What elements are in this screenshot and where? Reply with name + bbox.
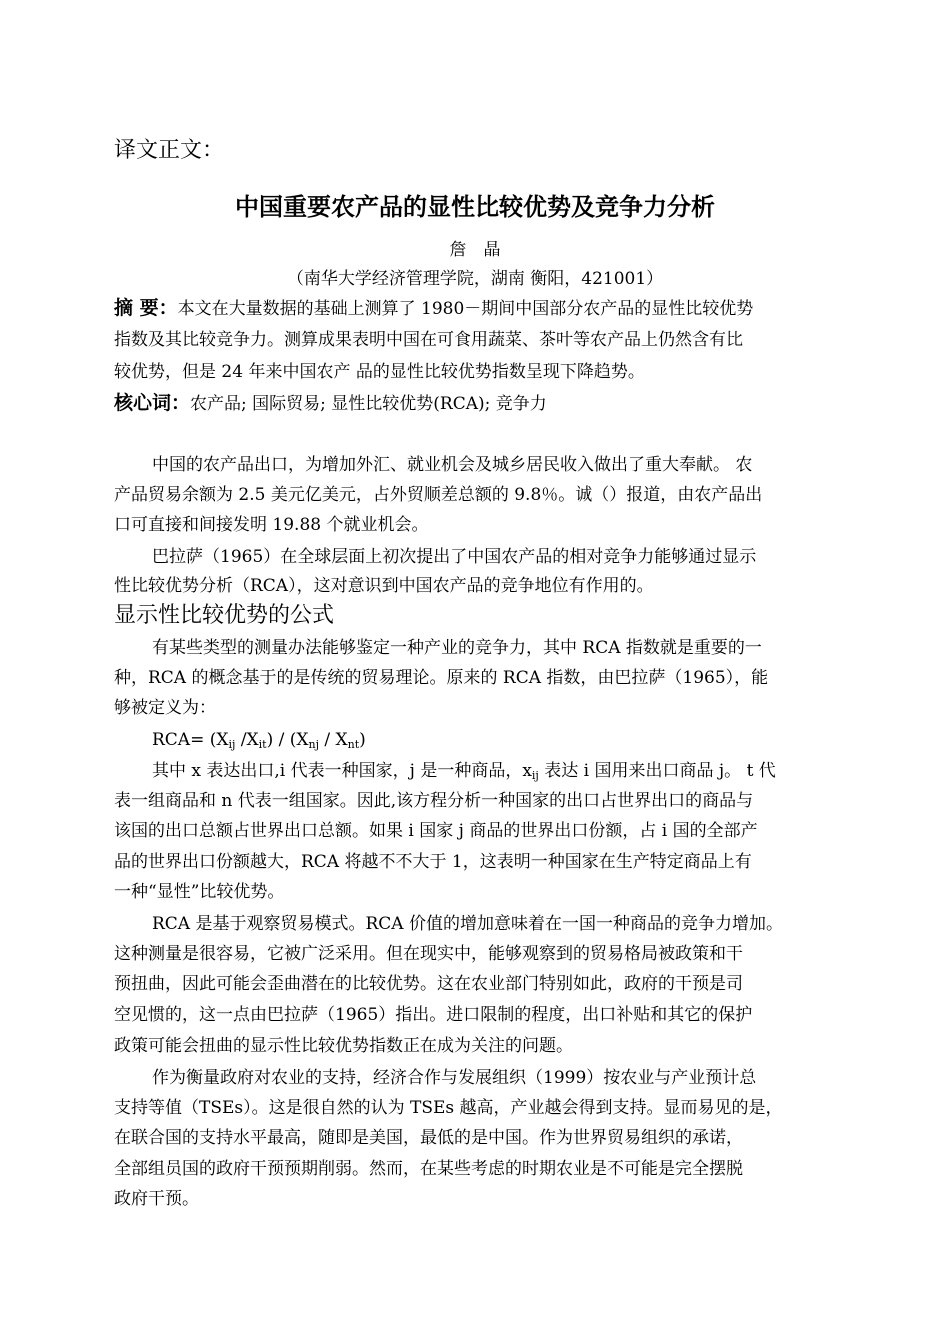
paragraph-line: 表一组商品和 n 代表一组国家。因此,该方程分析一种国家的出口占世界出口的商品与 — [114, 791, 754, 811]
affiliation: （南华大学经济管理学院，湖南 衡阳，421001） — [286, 269, 664, 289]
paragraph-line: 品的世界出口份额越大，RCA 将越不不大于 1，这表明一种国家在生产特定商品上有 — [114, 852, 752, 872]
abstract-line — [114, 297, 836, 320]
keywords-text: 农产品; 国际贸易; 显性比较优势(RCA); 竞争力 — [190, 394, 547, 414]
formula-text: ) — [359, 730, 366, 750]
abstract-text: 本文在大量数据的基础上测算了 1980－期间中国部分农产品的显性比较优势 — [177, 299, 754, 319]
keywords-label: 核心词： — [114, 392, 191, 414]
abstract-line: 指数及其比较竞争力。测算成果表明中国在可食用蔬菜、茶叶等农产品上仍然含有比 — [114, 330, 743, 350]
variable-subscript: ij — [531, 769, 539, 782]
section-heading: 显示性比较优势的公式 — [114, 603, 335, 628]
abstract-line: 较优势，但是 24 年来中国农产 品的显性比较优势指数呈现下降趋势。 — [114, 362, 645, 382]
keywords-line — [114, 392, 836, 415]
paragraph-line: 作为衡量政府对农业的支持，经济合作与发展组织（1999）按农业与产业预计总 — [152, 1068, 757, 1088]
abstract-label: 摘 要： — [114, 297, 178, 319]
formula-text: / X — [319, 730, 348, 750]
paragraph-line: 支持等值（TSEs）。这是很自然的认为 TSEs 越高，产业越会得到支持。显而易见的是， — [114, 1098, 783, 1118]
paragraph-line: 种，RCA 的概念基于的是传统的贸易理论。原来的 RCA 指数，由巴拉萨（1965），能 — [114, 668, 769, 688]
formula-text: ) / (X — [266, 730, 309, 750]
paragraph-line: 政府干预。 — [114, 1189, 199, 1209]
paragraph-line: 在联合国的支持水平最高，随即是美国，最低的是中国。作为世界贸易组织的承诺， — [114, 1128, 743, 1148]
paragraph-line: 巴拉萨（1965）在全球层面上初次提出了中国农产品的相对竞争力能够通过显示 — [152, 547, 757, 567]
paragraph-line: 全部组员国的政府干预预期削弱。然而，在某些考虑的时期农业是不可能是完全摆脱 — [114, 1159, 743, 1179]
paragraph-line: 预扭曲，因此可能会歪曲潜在的比较优势。这在农业部门特别如此，政府的干预是司 — [114, 974, 743, 994]
formula-subscript: ij — [228, 738, 236, 751]
paragraph-line: 这种测量是很容易，它被广泛采用。但在现实中，能够观察到的贸易格局被政策和干 — [114, 944, 743, 964]
paragraph-line: 该国的出口总额占世界出口总额。如果 i 国家 j 商品的世界出口份额，占 i 国的全部产 — [114, 821, 758, 841]
author: 詹 晶 — [449, 240, 501, 260]
paragraph-line: 中国的农产品出口，为增加外汇、就业机会及城乡居民收入做出了重大奉献。 农 — [152, 455, 753, 475]
paragraph-line — [152, 760, 836, 782]
formula-subscript: nt — [347, 738, 360, 751]
paragraph-line: 空见惯的，这一点由巴拉萨（1965）指出。进口限制的程度，出口补贴和其它的保护 — [114, 1005, 753, 1025]
formula-text: RCA= (X — [152, 730, 229, 750]
rca-formula — [152, 729, 836, 751]
paragraph-line: 有某些类型的测量办法能够鉴定一种产业的竞争力，其中 RCA 指数就是重要的一 — [152, 638, 762, 658]
paragraph-line: RCA 是基于观察贸易模式。RCA 价值的增加意味着在一国一种商品的竞争力增加。 — [152, 914, 783, 934]
paragraph-text: 其中 x 表达出口,i 代表一种国家，j 是一种商品，x — [152, 761, 532, 781]
paragraph-line: 一种“显性”比较优势。 — [114, 882, 285, 902]
paragraph-line: 性比较优势分析（RCA），这对意识到中国农产品的竞争地位有作用的。 — [114, 576, 654, 596]
document-heading: 译文正文： — [114, 138, 225, 163]
article-title: 中国重要农产品的显性比较优势及竞争力分析 — [235, 193, 715, 221]
formula-subscript: nj — [308, 738, 319, 751]
paragraph-line: 够被定义为： — [114, 698, 216, 718]
formula-subscript: it — [258, 738, 267, 751]
formula-text: /X — [235, 730, 259, 750]
paragraph-line: 政策可能会扭曲的显示性比较优势指数正在成为关注的问题。 — [114, 1036, 573, 1056]
paragraph-text: 表达 i 国用来出口商品 j。 t 代 — [538, 761, 776, 781]
paragraph-line: 产品贸易余额为 2.5 美元亿美元，占外贸顺差总额的 9.8％。诚（）报道，由农产品出 — [114, 485, 763, 505]
paragraph-line: 口可直接和间接发明 19.88 个就业机会。 — [114, 515, 429, 535]
